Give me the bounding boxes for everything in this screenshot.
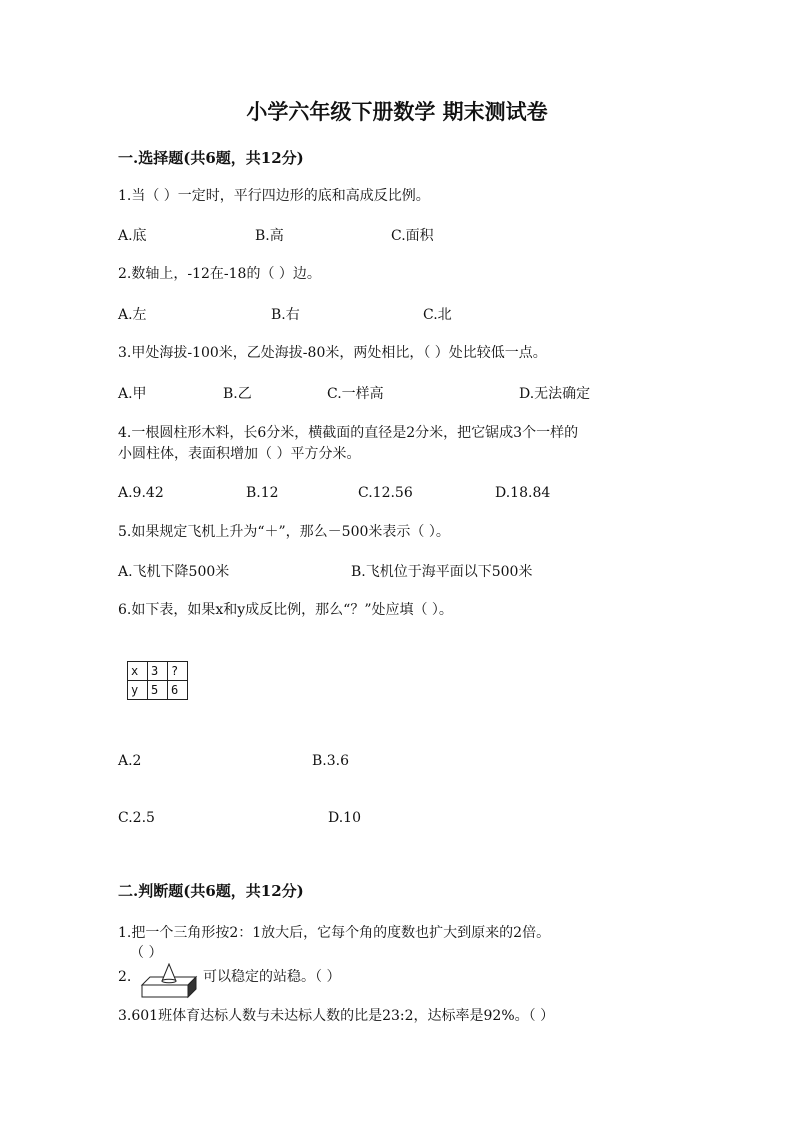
- q2-option-c: C.北: [423, 307, 452, 323]
- table-cell: 5: [148, 681, 168, 700]
- question-4-line-1: 4.一根圆柱形木料，长6分米，横截面的直径是2分米，把它锯成3个一样的: [118, 425, 579, 441]
- table-cell: y: [128, 681, 148, 700]
- question-2: 2.数轴上，-12在-18的（ ）边。: [118, 266, 321, 282]
- judgement-2-number: 2.: [118, 969, 132, 985]
- q3-option-d: D.无法确定: [519, 386, 591, 402]
- q4-option-b: B.12: [246, 485, 279, 501]
- table-cell: x: [128, 662, 148, 681]
- q3-option-b: B.乙: [223, 386, 252, 402]
- q6-option-d: D.10: [328, 810, 361, 826]
- judgement-1-line-1: 1.把一个三角形按2：1放大后，它每个角的度数也扩大到原来的2倍。: [118, 925, 551, 941]
- cone-on-block-figure: [140, 963, 198, 999]
- q3-option-c: C.一样高: [327, 386, 384, 402]
- q4-option-c: C.12.56: [358, 485, 413, 501]
- judgement-2-text: 可以稳定的站稳。（ ）: [203, 969, 341, 985]
- q3-option-a: A.甲: [118, 386, 147, 402]
- q4-option-d: D.18.84: [495, 485, 551, 501]
- section-heading-choice: 一.选择题(共6题，共12分): [118, 149, 304, 167]
- q6-option-a: A.2: [118, 753, 142, 769]
- q1-option-c: C.面积: [391, 228, 434, 244]
- table-row: [128, 662, 188, 681]
- q6-option-b: B.3.6: [312, 753, 350, 769]
- q2-option-b: B.右: [271, 307, 300, 323]
- table-cell: ?: [168, 662, 188, 681]
- judgement-3: 3.601班体育达标人数与未达标人数的比是23:2，达标率是92%。（ ）: [118, 1008, 555, 1024]
- q2-option-a: A.左: [118, 307, 147, 323]
- table-cell: 3: [148, 662, 168, 681]
- q1-option-a: A.底: [118, 228, 147, 244]
- q5-option-a: A.飞机下降500米: [118, 564, 230, 580]
- table-cell: 6: [168, 681, 188, 700]
- question-5: 5.如果规定飞机上升为“＋”，那么－500米表示（ ）。: [118, 524, 450, 540]
- page-title: 小学六年级下册数学 期末测试卷: [246, 99, 548, 124]
- table-row: [128, 681, 188, 700]
- question-1: 1.当（ ）一定时，平行四边形的底和高成反比例。: [118, 188, 430, 204]
- judgement-1-line-2: （ ）: [130, 945, 163, 961]
- q1-option-b: B.高: [255, 228, 284, 244]
- question-4-line-2: 小圆柱体，表面积增加（ ）平方分米。: [118, 446, 361, 462]
- q5-option-b: B.飞机位于海平面以下500米: [351, 564, 533, 580]
- question-6: 6.如下表，如果x和y成反比例，那么“？”处应填（ ）。: [118, 602, 453, 618]
- question-3: 3.甲处海拔-100米，乙处海拔-80米，两处相比，（ ）处比较低一点。: [118, 345, 547, 361]
- xy-table: [127, 661, 188, 700]
- section-heading-judgement: 二.判断题(共6题，共12分): [118, 882, 304, 900]
- q6-option-c: C.2.5: [118, 810, 155, 826]
- q4-option-a: A.9.42: [118, 485, 164, 501]
